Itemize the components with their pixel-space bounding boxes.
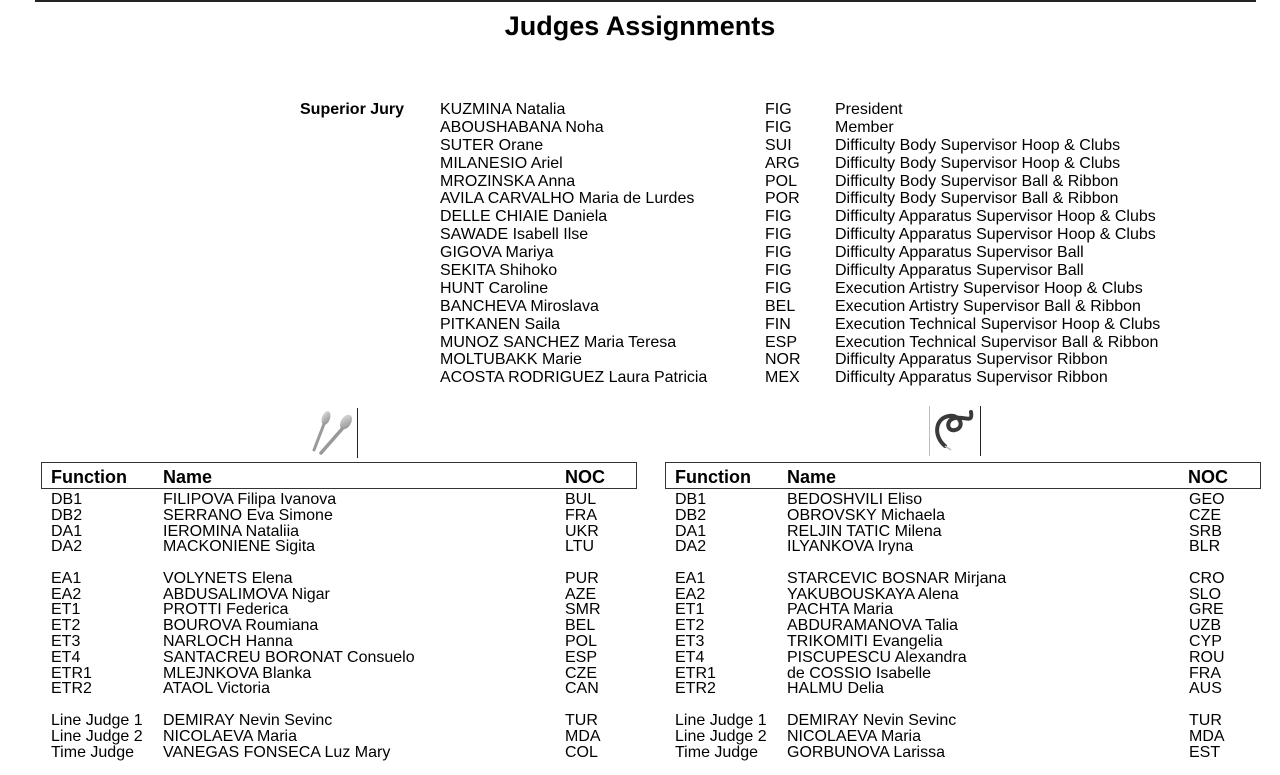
table-row [41,729,637,745]
cell-function: Line Judge 2 [51,727,143,745]
cell-noc: CZE [565,664,597,682]
jury-member-name: PITKANEN Saila [440,315,561,333]
jury-member-name: SAWADE Isabell Ilse [440,226,589,244]
cell-name: VOLYNETS Elena [163,569,293,587]
panel-rows [41,492,637,760]
column-noc: NOC [1188,467,1228,487]
cell-noc: FRA [1189,664,1221,682]
table-row [665,666,1261,682]
cell-function: DA2 [675,538,707,556]
table-row [665,539,1261,555]
cell-function: EA1 [51,569,82,587]
cell-noc: FRA [565,506,597,524]
table-row [41,681,637,697]
jury-member-name: BANCHEVA Miroslava [440,297,599,315]
cell-name: HALMU Delia [787,680,884,698]
cell-name: YAKUBOUSKAYA Alena [787,585,959,603]
cell-name: GORBUNOVA Larissa [787,743,945,761]
table-row [665,602,1261,618]
cell-function: ETR1 [51,664,92,682]
jury-member-name: HUNT Caroline [440,279,549,297]
jury-member-name: MILANESIO Ariel [440,154,563,172]
jury-member-role: Difficulty Apparatus Supervisor Ball [835,244,1084,262]
cell-name: SANTACREU BORONAT Consuelo [163,648,415,666]
clubs-icon [308,408,358,458]
cell-function: DA1 [675,522,707,540]
cell-function: Line Judge 1 [675,711,767,729]
cell-noc: LTU [565,538,595,556]
cell-noc: TUR [1189,711,1222,729]
cell-name: VANEGAS FONSECA Luz Mary [163,743,391,761]
cell-noc: UKR [565,522,599,540]
jury-member-role: Execution Artistry Supervisor Hoop & Clubs [835,279,1143,297]
column-name: Name [787,467,837,487]
jury-member-name: MROZINSKA Anna [440,172,576,190]
table-row [665,571,1261,587]
cell-function: ET3 [51,633,81,651]
jury-member-name: AVILA CARVALHO Maria de Lurdes [440,190,695,208]
table-row [665,508,1261,524]
cell-function: ETR2 [675,680,716,698]
cell-function: ET4 [51,648,81,666]
cell-function: Time Judge [675,743,758,761]
icon-divider [929,406,930,456]
cell-name: PROTTI Federica [163,601,289,619]
cell-function: DB2 [51,506,83,524]
cell-name: DEMIRAY Nevin Sevinc [787,711,957,729]
jury-member-role: Difficulty Apparatus Supervisor Hoop & Clubs [835,226,1156,244]
jury-member-role: Member [835,118,894,136]
table-row [665,634,1261,650]
cell-noc: COL [565,743,598,761]
top-rule [35,0,1256,2]
cell-noc: CYP [1189,633,1222,651]
cell-noc: SMR [565,601,601,619]
cell-function: Line Judge 2 [675,727,767,745]
panel-rows [665,492,1261,760]
table-row [665,729,1261,745]
jury-member-noc: FIN [765,315,791,333]
table-row [41,634,637,650]
cell-name: IEROMINA Nataliia [163,522,300,540]
cell-noc: SRB [1189,522,1222,540]
cell-function: Line Judge 1 [51,711,143,729]
cell-name: PISCUPESCU Alexandra [787,648,967,666]
group-spacer [41,555,637,571]
table-row [665,713,1261,729]
table-row [41,650,637,666]
icon-divider [980,406,981,456]
cell-name: NARLOCH Hanna [163,633,293,651]
cell-noc: CAN [565,680,599,698]
group-spacer [41,697,637,713]
column-name: Name [163,467,213,487]
cell-function: EA2 [51,585,82,603]
cell-noc: EST [1189,743,1221,761]
cell-name: NICOLAEVA Maria [163,727,297,745]
jury-member-role: Difficulty Body Supervisor Hoop & Clubs [835,136,1121,154]
table-row [665,587,1261,603]
jury-member-noc: FIG [765,262,792,280]
cell-name: DEMIRAY Nevin Sevinc [163,711,333,729]
jury-member-noc: POL [765,172,798,190]
table-row [41,618,637,634]
table-row [41,713,637,729]
jury-member-name: SEKITA Shihoko [440,262,558,280]
cell-name: RELJIN TATIC Milena [787,522,942,540]
cell-noc: ROU [1189,648,1225,666]
superior-jury-label: Superior Jury [300,101,405,118]
column-function: Function [51,467,127,487]
table-row [665,524,1261,540]
table-row [665,650,1261,666]
jury-member-role: Difficulty Apparatus Supervisor Ball [835,262,1084,280]
cell-noc: CZE [1189,506,1221,524]
page-title: Judges Assignments [504,11,776,41]
jury-member-name: ACOSTA RODRIGUEZ Laura Patricia [440,369,708,387]
clubs-icon-graphic [308,408,354,458]
jury-member-noc: ESP [765,333,798,351]
cell-noc: PUR [565,569,599,587]
jury-member-name: KUZMINA Natalia [440,101,566,118]
cell-name: MLEJNKOVA Blanka [163,664,312,682]
cell-noc: MDA [1189,727,1225,745]
jury-member-noc: FIG [765,244,792,262]
cell-function: ET1 [675,601,705,619]
table-row [41,587,637,603]
group-spacer [665,697,1261,713]
table-row [665,492,1261,508]
table-row [41,745,637,761]
cell-noc: ESP [565,648,598,666]
cell-function: DB1 [51,491,83,508]
cell-function: ETR2 [51,680,92,698]
jury-member-role: Difficulty Apparatus Supervisor Hoop & Clubs [835,208,1156,226]
jury-member-noc: POR [765,190,800,208]
table-row [41,524,637,540]
cell-name: STARCEVIC BOSNAR Mirjana [787,569,1007,587]
group-spacer [665,555,1261,571]
judges-panel-ribbon [665,462,1261,760]
cell-noc: TUR [565,711,598,729]
cell-name: ATAOL Victoria [163,680,270,698]
cell-noc: BEL [565,617,596,635]
jury-member-role: Execution Technical Supervisor Hoop & Clubs [835,315,1161,333]
jury-member-name: DELLE CHIAIE Daniela [440,208,608,226]
jury-member-role: Execution Artistry Supervisor Ball & Ribbon [835,297,1141,315]
jury-member-role: Difficulty Body Supervisor Ball & Ribbon [835,190,1119,208]
cell-noc: GEO [1189,491,1225,508]
cell-noc: SLO [1189,585,1222,603]
jury-member-role: President [835,101,903,118]
jury-member-noc: SUI [765,136,792,154]
jury-member-name: SUTER Orane [440,136,544,154]
table-row [665,618,1261,634]
cell-name: FILIPOVA Filipa Ivanova [163,491,337,508]
cell-name: TRIKOMITI Evangelia [787,633,943,651]
panel-header [41,462,637,489]
cell-function: DB2 [675,506,707,524]
column-noc: NOC [565,467,605,487]
cell-name: SERRANO Eva Simone [163,506,333,524]
judges-panel-clubs [41,462,637,760]
cell-function: ET3 [675,633,705,651]
cell-function: ET4 [675,648,705,666]
cell-function: DB1 [675,491,707,508]
cell-name: NICOLAEVA Maria [787,727,921,745]
jury-member-name: MOLTUBAKK Marie [440,351,582,369]
jury-member-name: ABOUSHABANA Noha [440,118,604,136]
cell-noc: POL [565,633,598,651]
jury-member-role: Difficulty Body Supervisor Ball & Ribbon [835,172,1119,190]
jury-member-role: Difficulty Body Supervisor Hoop & Clubs [835,154,1121,172]
table-row [665,681,1261,697]
cell-name: OBROVSKY Michaela [787,506,945,524]
table-row [41,571,637,587]
jury-member-role: Execution Technical Supervisor Ball & Ribbon [835,333,1159,351]
jury-member-noc: FIG [765,279,792,297]
cell-name: ABDUSALIMOVA Nigar [163,585,330,603]
jury-member-noc: NOR [765,351,801,369]
table-row [41,666,637,682]
cell-name: ABDURAMANOVA Talia [787,617,959,635]
cell-noc: BUL [565,491,597,508]
jury-member-noc: FIG [765,226,792,244]
cell-function: DA2 [51,538,83,556]
jury-member-noc: FIG [765,208,792,226]
cell-noc: CRO [1189,569,1225,587]
cell-noc: GRE [1189,601,1224,619]
cell-function: ET2 [51,617,81,635]
cell-name: BOUROVA Roumiana [163,617,319,635]
cell-noc: AZE [565,585,597,603]
jury-member-noc: BEL [765,297,796,315]
column-function: Function [675,467,751,487]
jury-member-name: GIGOVA Mariya [440,244,554,262]
panel-header [665,462,1261,489]
cell-name: BEDOSHVILI Eliso [787,491,923,508]
jury-member-role: Difficulty Apparatus Supervisor Ribbon [835,351,1108,369]
cell-noc: MDA [565,727,601,745]
table-row [41,492,637,508]
jury-member-noc: FIG [765,101,792,118]
cell-noc: BLR [1189,538,1221,556]
table-row [41,602,637,618]
ribbon-icon [929,406,979,456]
cell-function: Time Judge [51,743,134,761]
table-row [41,508,637,524]
cell-name: PACHTA Maria [787,601,894,619]
cell-function: EA1 [675,569,706,587]
cell-name: ILYANKOVA Iryna [787,538,914,556]
jury-member-noc: MEX [765,369,800,387]
jury-member-noc: ARG [765,154,800,172]
jury-member-role: Difficulty Apparatus Supervisor Ribbon [835,369,1108,387]
jury-member-noc: FIG [765,118,792,136]
ribbon-icon-graphic [931,406,979,458]
icon-divider [357,408,358,458]
cell-function: ET1 [51,601,81,619]
cell-function: ETR1 [675,664,716,682]
cell-function: EA2 [675,585,706,603]
cell-name: de COSSIO Isabelle [787,664,932,682]
cell-name: MACKONIENE Sigita [163,538,316,556]
cell-noc: UZB [1189,617,1221,635]
jury-member-name: MUNOZ SANCHEZ Maria Teresa [440,333,677,351]
cell-function: DA1 [51,522,83,540]
table-row [665,745,1261,761]
cell-noc: AUS [1189,680,1222,698]
cell-function: ET2 [675,617,705,635]
table-row [41,539,637,555]
